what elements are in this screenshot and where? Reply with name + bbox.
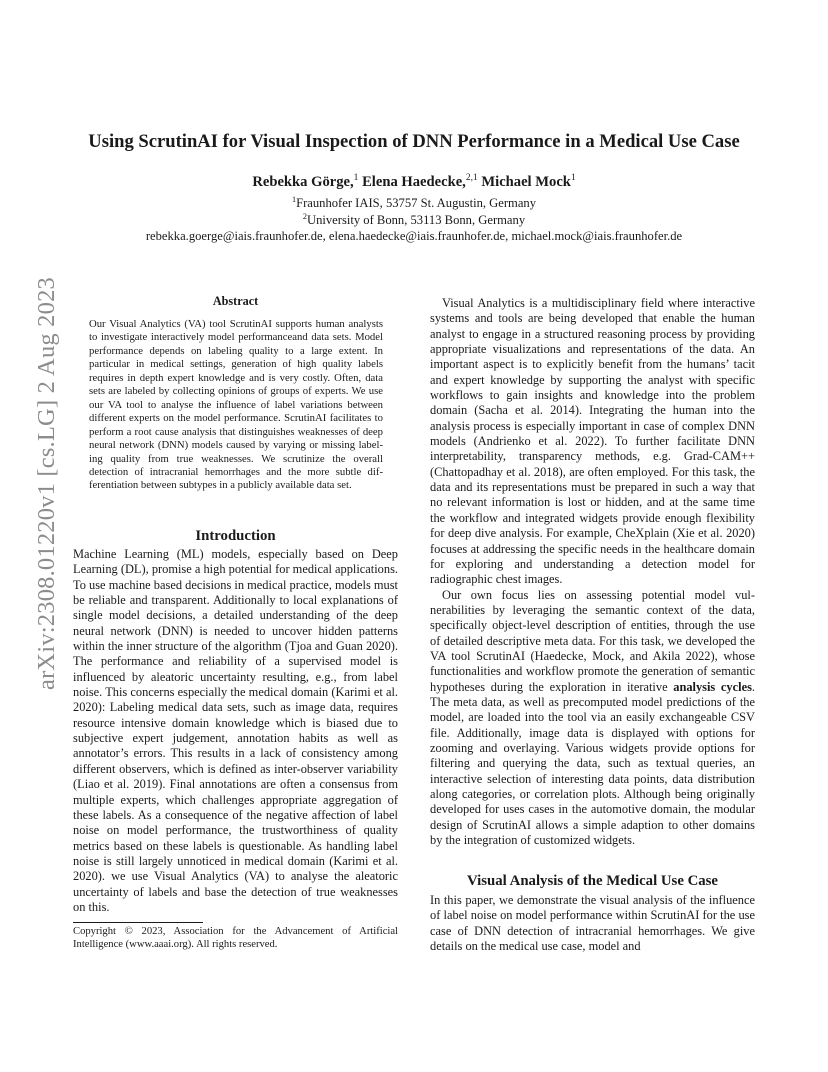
affiliation-text: Fraunhofer IAIS, 53757 St. Augustin, Germany	[296, 196, 537, 210]
footnote-rule	[73, 922, 203, 923]
affiliation-line	[40, 212, 788, 229]
right-column-body	[430, 296, 755, 848]
author-emails: rebekka.goerge@iais.fraunhofer.de, elena.haedecke@iais.fraunhofer.de, michael.mock@iais.fraunhofer.de	[145, 229, 683, 243]
author-name: Michael Mock	[481, 174, 571, 190]
author-affiliation-mark: 1	[353, 173, 359, 184]
paragraph-text: Our own focus lies on assessing potential model vulnerabilities by leveraging the semantic context of the data, specifically object-level description of entities, through the use of detailed descriptive meta data. For this task, we developed the VA tool ScrutinAI (Haedecke, Mock, and Akila 2022), whose functionalities and workflow promote the generation of semantic hypotheses during the exploration in iterative	[430, 587, 755, 694]
paragraph-text: . The meta data, as well as precomputed model predictions of the model, are loaded into the tool via an easily exchangeable CSV file. Additionally, image data is displayed with options for zooming and overlaying. Various widgets provide options for filtering and querying the data, such as textual queries, an interactive selection of interesting data points, data distribution along categories, or correlation plots. Although being originally developed for uses cases in the automotive domain, the modular design of ScrutinAI allows a simple adaption to other domains by the integration of customized widgets.	[430, 679, 755, 848]
copyright-footnote	[73, 925, 398, 952]
arxiv-identifier-stamp: arXiv:2308.01220v1 [cs.LG] 2 Aug 2023	[33, 277, 60, 690]
body-paragraph: Visual Analytics is a multidisciplinary field where interactive systems and tools are being developed that enable the human analyst to engage in a structured reasoning process by providing appropriate visualizations and representations of the data. An important aspect is to explicitly benefit from the humans’ tacit and expert knowledge by supporting the analyst with specific workflows to gain insights and knowledge into the problem domain (Sacha et al. 2014). Integrating the human into the analysis process is especially important in case of complex DNN models (Andrienko et al. 2022). To further facilitate DNN interpretability, transparency methods, e.g. Grad-CAM++ (Chattopadhay et al. 2018), are often employed. For this task, the data and its representations must be prepared in such a way that no relevant information is lost or hidden, and at the same time the workflow and integrated widgets provide enough flexibility for deep dive analysis. For example, CheXplain (Xie et al. 2020) focuses at addressing the specific needs in the healthcare domain for exploring and understanding a detection model for radiographic chest images.	[430, 296, 755, 587]
author-affiliation-mark: 1	[570, 173, 576, 184]
author-name: Rebekka Görge,	[252, 174, 354, 190]
body-paragraph: In this paper, we demonstrate the visual analysis of the influence of label noise on model performance within ScrutinAI for the use case of DNN detection of intracranial hemorrhages. We give details on the medical use case, model and	[430, 893, 755, 954]
author-affiliation-mark: 2,1	[465, 173, 478, 184]
abstract-text: Our Visual Analytics (VA) tool ScrutinAI supports human analysts to investigate interactively model performanceand data sets. Model performance depends on labeling quality to a large extent. In particular in medical settings, generation of high quality labels requires in depth expert knowledge and is very costly. Often, data sets are labeled by collecting opinions of groups of experts. We use our VA tool to analyse the influence of label variations between different experts on the model performance. ScrutinAI facilitates to perform a root cause analysis that distinguishes weaknesses of deep neural network (DNN) models caused by varying or missing labeling quality from true weaknesses. We scrutinize the overall detection of intracranial hemorrhages and the more subtle differentiation between subtypes in a publicly available data set.	[89, 318, 383, 492]
copyright-text: Copyright © 2023, Association for the Advancement of Artificial Intelligence (www.aaai.org). All rights reserved.	[73, 926, 398, 951]
author-name: Elena Haedecke,	[362, 174, 466, 190]
emphasized-term: analysis cycles	[673, 679, 752, 694]
abstract-heading: Abstract	[212, 294, 259, 308]
affiliations	[40, 195, 788, 245]
body-paragraph	[430, 588, 755, 849]
visual-analysis-body	[430, 893, 755, 954]
introduction-body	[73, 547, 398, 915]
affiliation-text: University of Bonn, 53113 Bonn, Germany	[306, 212, 526, 227]
author-list	[40, 172, 788, 192]
affiliation-line	[40, 195, 788, 212]
affiliation-mark: 1	[291, 194, 297, 204]
abstract-body	[89, 318, 383, 493]
introduction-paragraph: Machine Learning (ML) models, especially based on Deep Learning (DL), promise a high potential for medical applications. To use machine based decisions in medical practice, models must be reliable and transparent. Additionally to local explanations of single model decisions, a detailed understanding of the deep neural network (DNN) is needed to uncover hidden patterns within the inner structure of the algorithm (Tjoa and Guan 2020). The performance and reliability of a supervised model is influenced by aleatoric uncertainty resulting, e.g., from label noise. This concerns especially the medical domain (Karimi et al. 2020): Labeling medical data sets, such as image data, requires resource intensive domain knowledge which is biased due to subjective expert judgement, annotation habits as well as annotator’s errors. This results in a lack of consistency among different observers, which is defined as inter-observer variability (Liao et al. 2019). Final annotations are often a consensus from multiple experts, which challenges appropriate aggregation of these labels. As a consequence of the negative affection of label noise on model performance, the trustworthiness of quality metrics based on these labels is questionable. As handling label noise is still largely unnoticed in medical domain (Karimi et al. 2020). we use Visual Analytics (VA) to analyse the aleatoric uncertainty of labels and base the detection of true weaknesses on this.	[73, 547, 398, 914]
introduction-heading: Introduction	[195, 528, 276, 544]
visual-analysis-heading: Visual Analysis of the Medical Use Case	[467, 873, 718, 889]
paper-title: Using ScrutinAI for Visual Inspection of DNN Performance in a Medical Use Case	[88, 131, 740, 152]
affiliation-mark: 2	[302, 211, 307, 221]
